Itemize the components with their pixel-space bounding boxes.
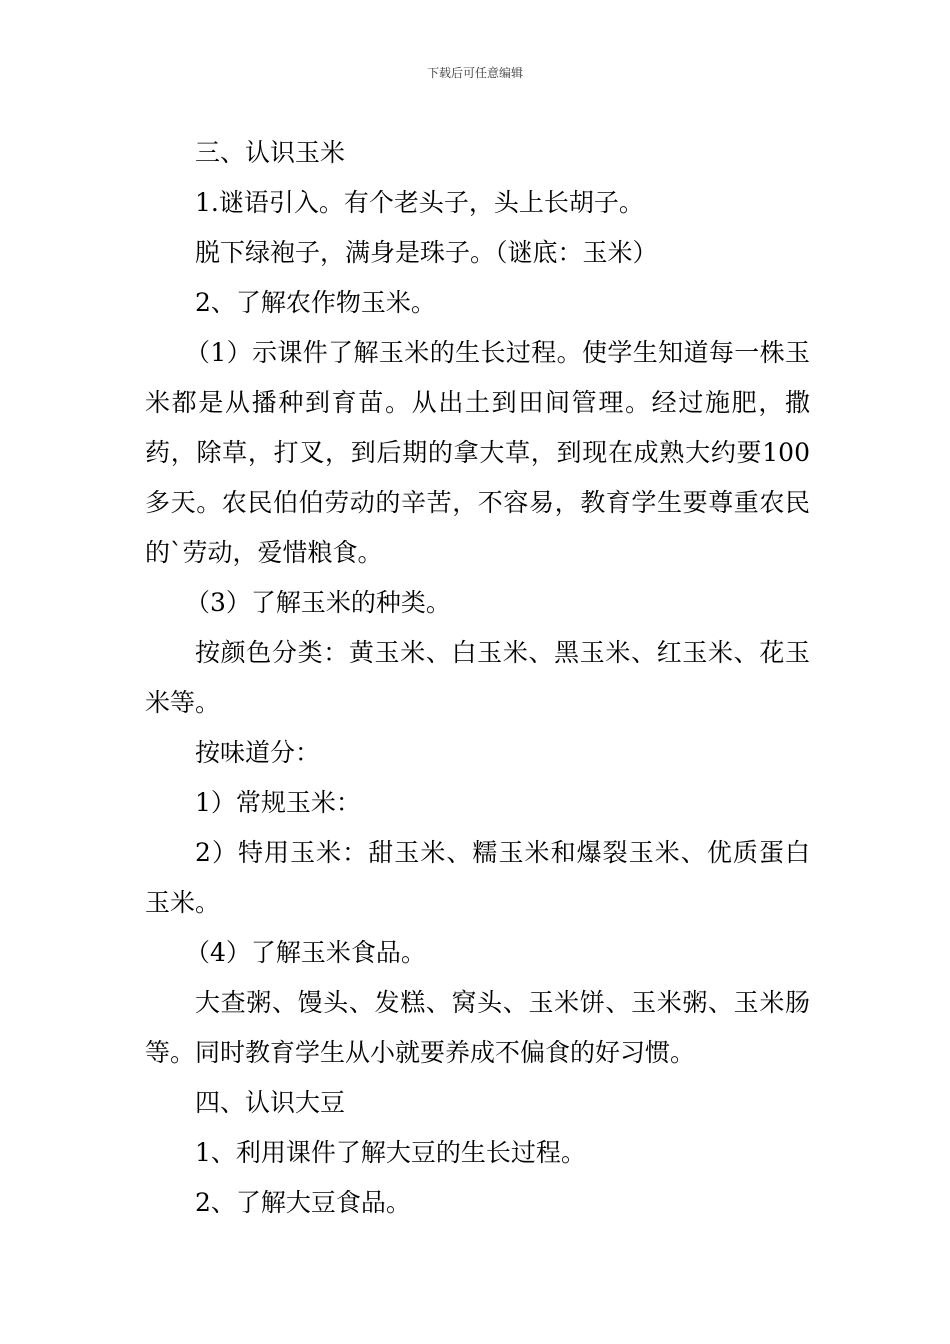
paragraph: 1.谜语引入。有个老头子，头上长胡子。 (195, 188, 644, 217)
paragraph: 按颜色分类：黄玉米、白玉米、黑玉米、红玉米、花玉米等。 (145, 638, 810, 717)
paragraph: 按味道分： (195, 738, 321, 767)
paragraph: 2、了解大豆食品。 (195, 1188, 411, 1217)
paragraph: （1）示课件了解玉米的生长过程。使学生知道每一株玉米都是从播种到育苗。从出土到田间管理。经过施肥，撒药，除草，打叉，到后期的拿大草，到现在成熟大约要100多天。农民伯伯劳动的辛苦，不容易，教育学生要尊重农民的`劳动，爱惜粮食。 (145, 338, 810, 567)
document-body (145, 128, 810, 1228)
paragraph: （3）了解玉米的种类。 (185, 588, 451, 617)
paragraph: 1、利用课件了解大豆的生长过程。 (195, 1138, 586, 1167)
paragraph: 脱下绿袍子，满身是珠子。（谜底：玉米） (195, 238, 658, 267)
paragraph: 2、了解农作物玉米。 (195, 288, 436, 317)
paragraph: 大查粥、馒头、发糕、窝头、玉米饼、玉米粥、玉米肠等。同时教育学生从小就要养成不偏食的好习惯。 (145, 988, 810, 1067)
section-title: 四、认识大豆 (195, 1088, 346, 1117)
paragraph: （4）了解玉米食品。 (185, 938, 426, 967)
paragraph: 2）特用玉米：甜玉米、糯玉米和爆裂玉米、优质蛋白玉米。 (145, 838, 810, 917)
page-header: 下载后可任意编辑 (426, 66, 523, 80)
section-title: 三、认识玉米 (195, 138, 346, 167)
paragraph: 1）常规玉米： (195, 788, 361, 817)
